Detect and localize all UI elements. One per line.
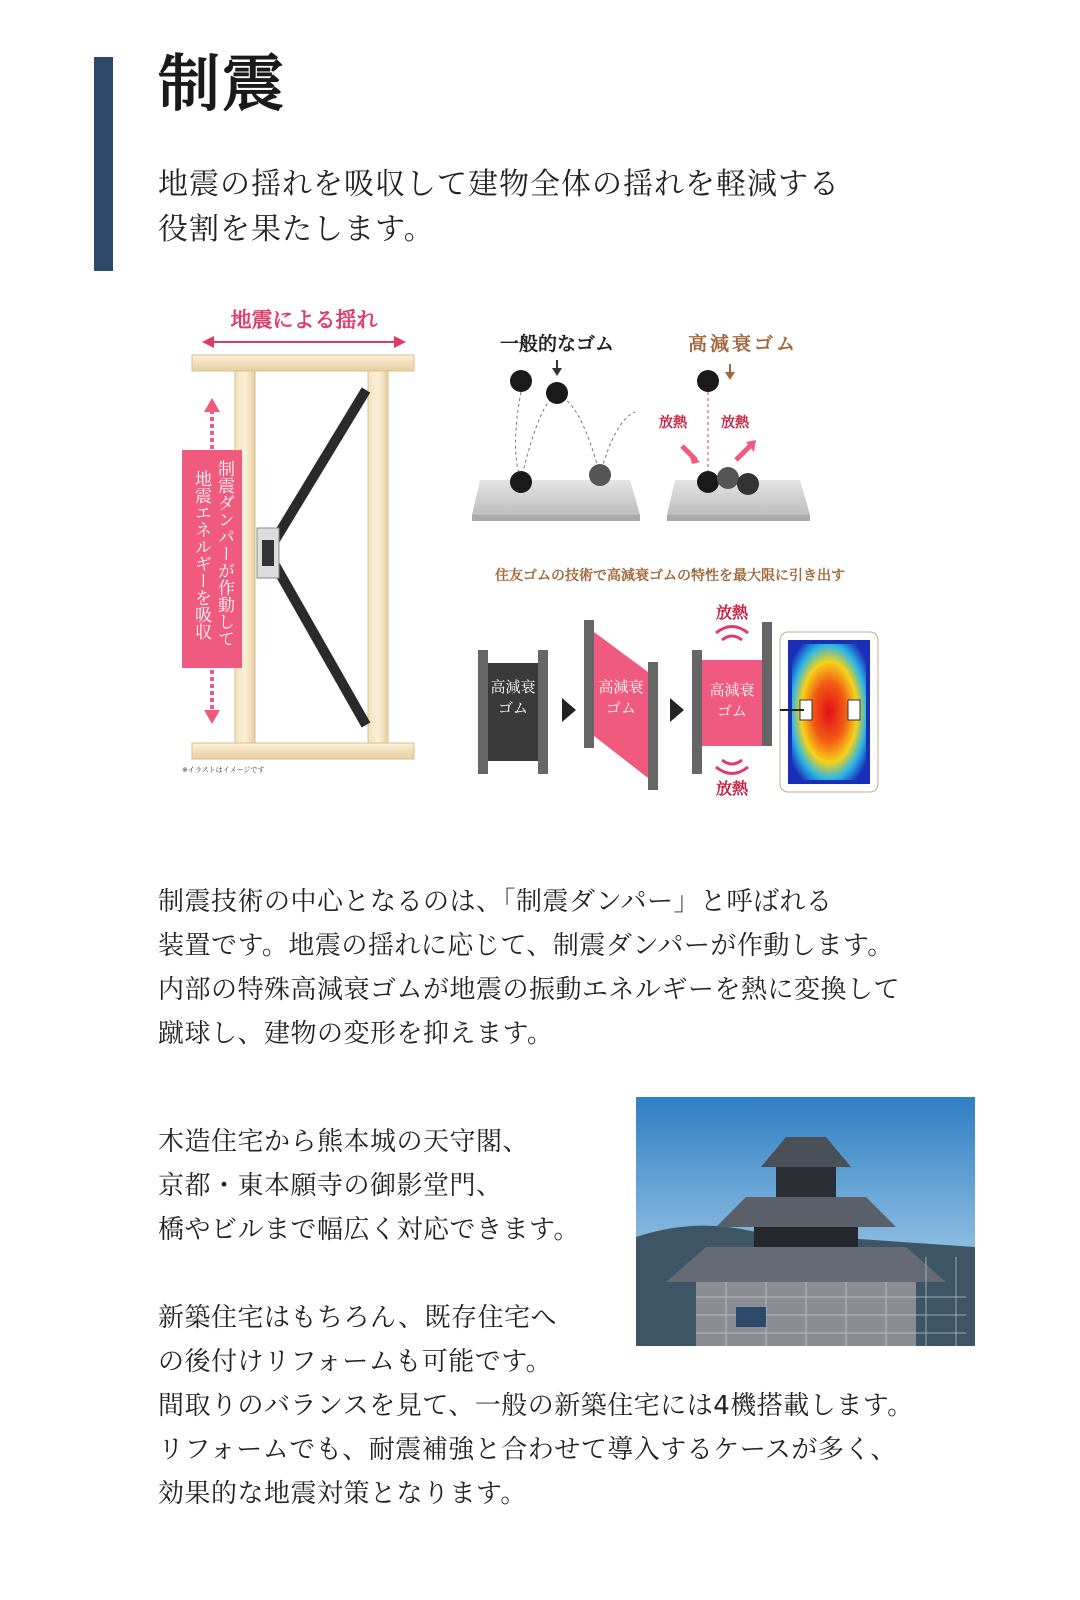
block-1-label-bottom: ゴム xyxy=(497,699,529,717)
block-1-label-top: 高減衰 xyxy=(490,678,536,696)
paragraph-line: 蹴球し、建物の変形を抑えます。 xyxy=(158,1019,554,1049)
process-arrow xyxy=(670,698,684,722)
heat-label-left: 放熱 xyxy=(659,415,687,431)
heat-label-right: 放熱 xyxy=(721,415,749,431)
high-damping-label: 高減衰ゴム xyxy=(687,333,799,355)
block-3-label-bottom: ゴム xyxy=(716,702,748,720)
paragraph-line: 木造住宅から熊本城の天守閣、 xyxy=(158,1127,530,1157)
paragraph-line: 効果的な地震対策となります。 xyxy=(158,1479,527,1509)
lead-text xyxy=(158,162,840,252)
high-damping-illustration xyxy=(667,364,810,521)
paragraph-line: 制震技術の中心となるのは、「制震ダンパー」と呼ばれる xyxy=(158,887,833,917)
lead-line: 役割を果たします。 xyxy=(158,212,435,247)
paragraph-line: 新築住宅はもちろん、既存住宅へ xyxy=(158,1303,558,1333)
heat-label-top: 放熱 xyxy=(715,603,749,622)
paragraph-line: 京都・東本願寺の御影堂門、 xyxy=(158,1171,503,1201)
paragraph-damper xyxy=(158,880,900,1056)
frame-arrow-label: 地震による揺れ xyxy=(230,308,378,332)
lead-line: 地震の揺れを吸収して建物全体の揺れを軽減する xyxy=(158,167,840,202)
paragraph-retrofit xyxy=(158,1296,914,1516)
vertical-label-1: 制震ダンパーが作動して xyxy=(214,460,234,647)
block-3-label-top: 高減衰 xyxy=(709,681,755,699)
vertical-label-2: 地震エネルギーを吸収 xyxy=(191,470,211,640)
technology-caption: 住友ゴムの技術で高減衰ゴムの特性を最大限に引き出す xyxy=(495,568,845,584)
paragraph-line: 装置です。地震の揺れに応じて、制震ダンパーが作動します。 xyxy=(158,931,894,961)
paragraph-line: 間取りのバランスを見て、一般の新築住宅には4機搭載します。 xyxy=(158,1391,914,1421)
damper xyxy=(257,390,366,725)
block-2-label-bottom: ゴム xyxy=(605,699,637,717)
normal-rubber-illustration xyxy=(472,360,640,521)
heat-label-bottom: 放熱 xyxy=(715,779,749,798)
illustration-note: ※イラストはイメージです xyxy=(182,766,265,774)
paragraph-line: の後付けリフォームも可能です。 xyxy=(158,1347,553,1377)
process-arrow xyxy=(562,698,576,722)
accent-bar xyxy=(94,57,113,271)
block-2-label-top: 高減衰 xyxy=(598,678,644,696)
page-title: 制震 xyxy=(158,47,287,120)
thermal-image xyxy=(780,632,878,792)
shake-arrow xyxy=(202,336,406,348)
paragraph-line: 内部の特殊高減衰ゴムが地震の振動エネルギーを熱に変換して xyxy=(158,975,901,1005)
paragraph-line: リフォームでも、耐震補強と合わせて導入するケースが多く、 xyxy=(158,1435,897,1465)
paragraph-applications xyxy=(158,1120,580,1252)
damper-diagram xyxy=(180,300,920,820)
normal-rubber-label: 一般的なゴム xyxy=(499,333,615,355)
paragraph-line: 橋やビルまで幅広く対応できます。 xyxy=(158,1215,580,1245)
